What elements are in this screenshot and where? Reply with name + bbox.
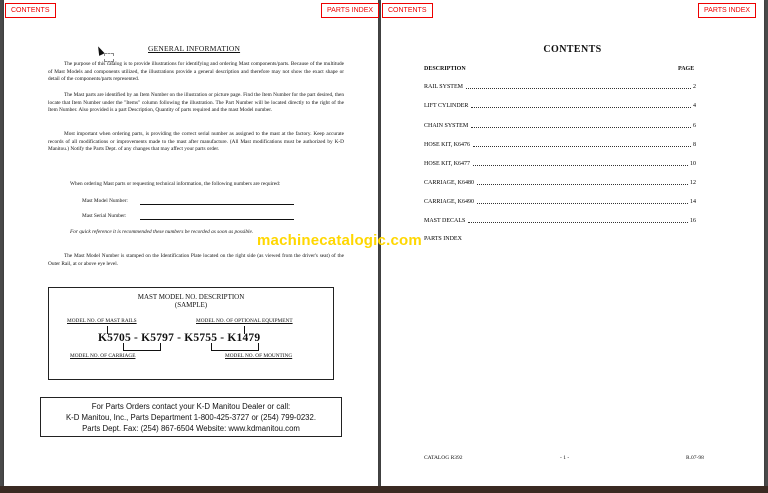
viewer-bottom-strip bbox=[0, 486, 768, 493]
mast-model-number-line bbox=[140, 204, 294, 205]
toc-entry-carriage-k6490[interactable] bbox=[424, 199, 696, 205]
toc-entry-mast-decals[interactable] bbox=[424, 218, 696, 224]
toc-entry-page: 10 bbox=[690, 161, 696, 167]
model-box-subheading: (SAMPLE) bbox=[174, 301, 208, 309]
serial-number-paragraph: Most important when ordering parts, is providing the correct serial number as assigned to the mast at the factory. Keep accurate records of all modifications or improvements made to the mast after manufacture. (All Mast modifications must be authorized by K-D Manitou.) Notify the Parts Dept. of any changes that may affect your parts order. bbox=[48, 131, 344, 153]
toc-dot-leader bbox=[473, 165, 688, 166]
toc-entry-label: CARRIAGE, K6480 bbox=[424, 180, 475, 186]
revision-date: R.07-98 bbox=[686, 455, 704, 461]
toc-entry-label: CARRIAGE, K6490 bbox=[424, 199, 475, 205]
mast-serial-number-label: Mast Serial Number: bbox=[82, 213, 127, 219]
toc-entry-label: MAST DECALS bbox=[424, 218, 466, 224]
watermark: machinecatalogic.com bbox=[257, 232, 422, 249]
toc-dot-leader bbox=[471, 127, 691, 128]
contact-line-1: For Parts Orders contact your K-D Manitou Dealer or call: bbox=[91, 402, 291, 411]
label-carriage: MODEL NO. OF CARRIAGE bbox=[70, 353, 136, 359]
ordering-instructions: When ordering Mast parts or requesting technical information, the following numbers are required: bbox=[70, 181, 281, 187]
contents-title: CONTENTS bbox=[543, 44, 602, 55]
toc-entry-label: RAIL SYSTEM bbox=[424, 84, 463, 90]
toc-entry-page: 12 bbox=[690, 180, 696, 186]
catalog-number: CATALOG R392 bbox=[424, 455, 463, 461]
toc-description-header: DESCRIPTION bbox=[424, 66, 466, 72]
right-page bbox=[381, 0, 764, 486]
toc-entry-chain-system[interactable] bbox=[424, 123, 696, 129]
toc-entry-page: 16 bbox=[690, 218, 696, 224]
page-number: - 1 - bbox=[560, 455, 570, 461]
toc-entry-label: HOSE KIT, K6477 bbox=[424, 161, 471, 167]
purpose-paragraph: The purpose of this catalog is to provide illustrations for identifying and ordering Mast components/parts. Because of the multitude of Mast Models and components utilized, the illustrations provide a general description and therefore may not show the exact shape or detail of the components/parts represented. bbox=[48, 61, 344, 83]
label-mounting: MODEL NO. OF MOUNTING bbox=[225, 353, 293, 359]
quick-reference-note: For quick reference it is recommended these numbers be recorded as soon as possible. bbox=[70, 229, 254, 235]
contact-line-2: K-D Manitou, Inc., Parts Department 1-800-425-3727 or (254) 799-0232. bbox=[65, 413, 317, 422]
general-information-title: GENERAL INFORMATION bbox=[148, 44, 241, 53]
toc-entry-label: CHAIN SYSTEM bbox=[424, 123, 469, 129]
mast-model-number-label: Mast Model Number: bbox=[82, 198, 128, 204]
toc-dot-leader bbox=[477, 203, 688, 204]
mounting-bracket bbox=[211, 343, 259, 351]
toc-entry-label: HOSE KIT, K6476 bbox=[424, 142, 471, 148]
toc-entry-page: 14 bbox=[690, 199, 696, 205]
toc-entry-label: PARTS INDEX bbox=[424, 236, 462, 242]
parts-index-link-left[interactable]: PARTS INDEX bbox=[321, 3, 379, 18]
carriage-bracket bbox=[123, 343, 161, 351]
toc-entry-page: 4 bbox=[693, 103, 696, 109]
toc-entry-parts-index[interactable] bbox=[424, 236, 696, 242]
sample-model-code: K5705 - K5797 - K5755 - K1479 bbox=[98, 332, 261, 344]
item-number-paragraph: The Mast parts are identified by an Item Number on the illustration or picture page. Find the Item Number for the part desired, then locate that Item Number under the "Items" column following the illustration. The Part Number will be located directly to the right of the Item Number. Also provided is a part Description, Quantity of parts required and the mast Model number. bbox=[48, 92, 344, 114]
contact-line-3: Parts Dept. Fax: (254) 867-6504 Website: www.kdmanitou.com bbox=[82, 424, 300, 433]
label-optional-equipment: MODEL NO. OF OPTIONAL EQUIPMENT bbox=[196, 318, 293, 324]
toc-entry-hose-kit-k6476[interactable] bbox=[424, 142, 696, 148]
toc-entry-label: LIFT CYLINDER bbox=[424, 103, 469, 109]
identification-plate-note: The Mast Model Number is stamped on the Identification Plate located on the right side (as viewed from the driver's seat) of the Outer Rail, at or above eye level. bbox=[48, 253, 344, 267]
toc-entry-page: 2 bbox=[693, 84, 696, 90]
mast-serial-number-line bbox=[140, 219, 294, 220]
contents-link-right[interactable]: CONTENTS bbox=[382, 3, 433, 18]
toc-page-header: PAGE bbox=[678, 66, 695, 72]
contents-link-left[interactable]: CONTENTS bbox=[5, 3, 56, 18]
toc-entry-rail-system[interactable] bbox=[424, 84, 696, 90]
toc-entry-page: 6 bbox=[693, 123, 696, 129]
toc-entry-page: 8 bbox=[693, 142, 696, 148]
toc-entry-lift-cylinder[interactable] bbox=[424, 103, 696, 109]
toc-dot-leader bbox=[466, 88, 691, 89]
toc-dot-leader bbox=[468, 222, 688, 223]
toc-dot-leader bbox=[473, 146, 691, 147]
toc-entry-carriage-k6480[interactable] bbox=[424, 180, 696, 186]
toc-entry-hose-kit-k6477[interactable] bbox=[424, 161, 696, 167]
toc-dot-leader bbox=[471, 107, 691, 108]
parts-index-link-right[interactable]: PARTS INDEX bbox=[698, 3, 756, 18]
label-mast-rails: MODEL NO. OF MAST RAILS bbox=[67, 318, 137, 324]
toc-dot-leader bbox=[477, 184, 688, 185]
model-box-heading: MAST MODEL NO. DESCRIPTION bbox=[137, 293, 245, 301]
